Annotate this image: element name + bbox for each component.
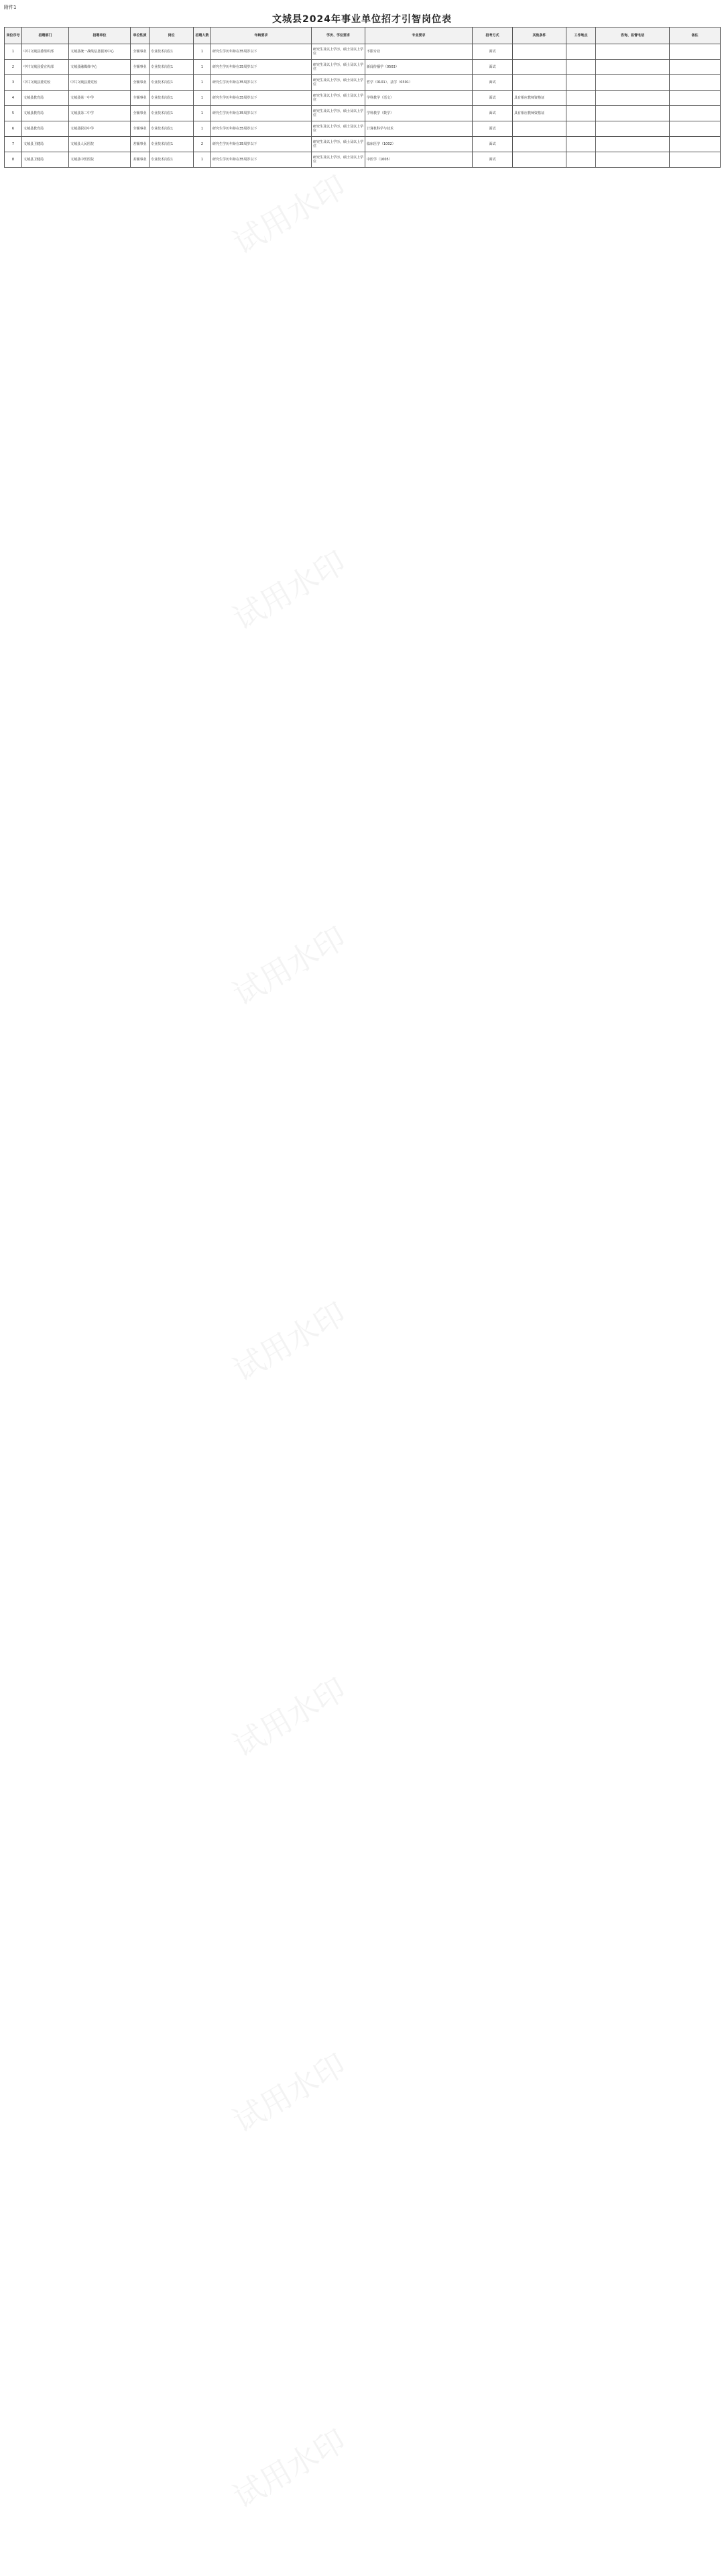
column-header: 工作地点 xyxy=(566,28,596,44)
table-cell xyxy=(596,137,670,152)
column-header: 年龄要求 xyxy=(211,28,312,44)
table-cell xyxy=(513,121,566,137)
column-header: 招聘人数 xyxy=(194,28,211,44)
table-cell: 面试 xyxy=(473,60,513,75)
table-row xyxy=(5,75,721,91)
table-cell: 全额事业 xyxy=(131,75,149,91)
table-cell: 2 xyxy=(194,137,211,152)
table-cell xyxy=(566,137,596,152)
column-header: 岗位序号 xyxy=(5,28,22,44)
table-cell: 文城县人民医院 xyxy=(69,137,131,152)
table-cell: 文城县教育局 xyxy=(22,91,69,106)
table-row xyxy=(5,137,721,152)
table-cell: 全额事业 xyxy=(131,60,149,75)
table-cell xyxy=(566,44,596,60)
column-header: 招聘单位 xyxy=(69,28,131,44)
table-cell xyxy=(670,106,721,121)
table-cell: 研究生学历年龄在35周岁以下 xyxy=(211,91,312,106)
table-cell: 1 xyxy=(194,44,211,60)
column-header: 单位性质 xyxy=(131,28,149,44)
watermark-text: 试用水印 xyxy=(227,168,352,262)
table-cell: 中共文城县委组织部 xyxy=(22,44,69,60)
table-cell xyxy=(670,75,721,91)
table-cell: 1 xyxy=(194,60,211,75)
table-row xyxy=(5,60,721,75)
table-cell: 研究生学历年龄在35周岁以下 xyxy=(211,106,312,121)
table-cell: 专业技术岗位1 xyxy=(149,121,194,137)
table-cell: 全额事业 xyxy=(131,44,149,60)
table-cell: 差额事业 xyxy=(131,152,149,168)
column-header: 学历、学位要求 xyxy=(312,28,365,44)
table-row xyxy=(5,91,721,106)
table-cell xyxy=(513,137,566,152)
table-cell xyxy=(566,75,596,91)
table-cell: 文城县卫健局 xyxy=(22,137,69,152)
table-cell: 1 xyxy=(194,121,211,137)
table-cell: 面试 xyxy=(473,137,513,152)
page-title: 文城县2024年事业单位招才引智岗位表 xyxy=(272,14,452,25)
table-cell: 专业技术岗位1 xyxy=(149,75,194,91)
table-cell xyxy=(566,121,596,137)
watermark-text: 试用水印 xyxy=(227,919,352,1013)
table-cell: 面试 xyxy=(473,121,513,137)
table-cell: 文城县教育局 xyxy=(22,106,69,121)
table-cell xyxy=(566,106,596,121)
table-cell: 研究生及以上学历，硕士及以上学位 xyxy=(312,44,365,60)
table-cell xyxy=(670,44,721,60)
table-cell xyxy=(566,91,596,106)
table-cell xyxy=(513,152,566,168)
table-cell: 文城县中医医院 xyxy=(69,152,131,168)
table-cell: 专业技术岗位1 xyxy=(149,106,194,121)
column-header: 其他条件 xyxy=(513,28,566,44)
table-cell xyxy=(596,152,670,168)
table-cell: 哲学（0101）、法学（0301） xyxy=(365,75,473,91)
table-cell: 1 xyxy=(5,44,22,60)
watermark-text: 试用水印 xyxy=(227,2046,352,2140)
table-cell: 5 xyxy=(5,106,22,121)
watermark-text: 试用水印 xyxy=(227,543,352,637)
table-cell: 专业技术岗位1 xyxy=(149,152,194,168)
table-cell: 文城县卫健局 xyxy=(22,152,69,168)
table-cell: 学科教学（语文） xyxy=(365,91,473,106)
table-cell: 新闻传播学（0503） xyxy=(365,60,473,75)
table-cell: 具有相应教师资格证 xyxy=(513,91,566,106)
table-row xyxy=(5,152,721,168)
column-header: 备注 xyxy=(670,28,721,44)
column-header: 招考方式 xyxy=(473,28,513,44)
table-cell: 研究生学历年龄在35周岁以下 xyxy=(211,60,312,75)
table-cell: 研究生学历年龄在35周岁以下 xyxy=(211,137,312,152)
table-cell: 全额事业 xyxy=(131,91,149,106)
table-cell: 文城县第二中学 xyxy=(69,106,131,121)
table-row xyxy=(5,44,721,60)
table-cell: 文城县第一中学 xyxy=(69,91,131,106)
table-cell xyxy=(670,60,721,75)
table-cell: 研究生学历年龄在35周岁以下 xyxy=(211,44,312,60)
table-cell xyxy=(596,106,670,121)
table-cell: 专业技术岗位1 xyxy=(149,60,194,75)
table-cell: 面试 xyxy=(473,75,513,91)
watermark-text: 试用水印 xyxy=(227,1670,352,1764)
table-cell xyxy=(566,60,596,75)
table-cell: 中医学（1005） xyxy=(365,152,473,168)
table-cell: 研究生及以上学历，硕士及以上学位 xyxy=(312,91,365,106)
table-cell: 6 xyxy=(5,121,22,137)
table-cell: 7 xyxy=(5,137,22,152)
table-cell xyxy=(596,44,670,60)
table-cell xyxy=(513,75,566,91)
table-header-row xyxy=(5,28,721,44)
table-cell: 全额事业 xyxy=(131,121,149,137)
table-cell xyxy=(670,152,721,168)
table-cell: 中共文城县委宣传部 xyxy=(22,60,69,75)
table-cell: 中共文城县委党校 xyxy=(22,75,69,91)
column-header: 岗位 xyxy=(149,28,194,44)
column-header: 招聘部门 xyxy=(22,28,69,44)
table-cell: 学科教学（数学） xyxy=(365,106,473,121)
table-cell: 研究生学历年龄在35周岁以下 xyxy=(211,152,312,168)
positions-table xyxy=(4,27,721,168)
table-cell: 文城县职业中学 xyxy=(69,121,131,137)
table-cell xyxy=(596,91,670,106)
table-cell: 中共文城县委党校 xyxy=(69,75,131,91)
table-cell: 1 xyxy=(194,91,211,106)
table-cell: 面试 xyxy=(473,91,513,106)
table-cell xyxy=(596,75,670,91)
table-cell: 研究生及以上学历，硕士及以上学位 xyxy=(312,75,365,91)
table-cell xyxy=(670,121,721,137)
table-cell: 计算机科学与技术 xyxy=(365,121,473,137)
watermark-text: 试用水印 xyxy=(227,1295,352,1389)
table-cell: 专业技术岗位1 xyxy=(149,137,194,152)
watermark-text: 试用水印 xyxy=(227,2422,352,2516)
table-cell: 2 xyxy=(5,60,22,75)
table-cell: 研究生学历年龄在35周岁以下 xyxy=(211,121,312,137)
table-cell: 研究生学历年龄在35周岁以下 xyxy=(211,75,312,91)
table-cell xyxy=(596,121,670,137)
table-cell xyxy=(670,137,721,152)
table-cell: 文城县教育局 xyxy=(22,121,69,137)
table-cell: 1 xyxy=(194,152,211,168)
table-cell xyxy=(596,60,670,75)
table-cell: 面试 xyxy=(473,152,513,168)
table-cell: 研究生及以上学历，硕士及以上学位 xyxy=(312,106,365,121)
table-cell: 文城县统一战线信息服务中心 xyxy=(69,44,131,60)
table-cell: 文城县融媒体中心 xyxy=(69,60,131,75)
column-header: 咨询、监督电话 xyxy=(596,28,670,44)
table-cell: 研究生及以上学历，硕士及以上学位 xyxy=(312,60,365,75)
table-row xyxy=(5,106,721,121)
table-cell xyxy=(513,60,566,75)
table-cell: 临床医学（1002） xyxy=(365,137,473,152)
table-cell: 1 xyxy=(194,75,211,91)
attachment-label: 附件1 xyxy=(4,5,17,10)
table-cell xyxy=(566,152,596,168)
table-cell: 研究生及以上学历，硕士及以上学位 xyxy=(312,121,365,137)
table-cell: 面试 xyxy=(473,44,513,60)
table-cell: 全额事业 xyxy=(131,106,149,121)
table-cell: 3 xyxy=(5,75,22,91)
table-cell: 具有相应教师资格证 xyxy=(513,106,566,121)
table-cell: 专业技术岗位1 xyxy=(149,91,194,106)
table-cell xyxy=(670,91,721,106)
table-cell: 1 xyxy=(194,106,211,121)
table-cell: 不限专业 xyxy=(365,44,473,60)
table-cell: 面试 xyxy=(473,106,513,121)
column-header: 专业要求 xyxy=(365,28,473,44)
table-cell: 8 xyxy=(5,152,22,168)
table-row xyxy=(5,121,721,137)
table-cell: 专业技术岗位1 xyxy=(149,44,194,60)
table-cell: 4 xyxy=(5,91,22,106)
table-cell: 研究生及以上学历，硕士及以上学位 xyxy=(312,137,365,152)
table-cell xyxy=(513,44,566,60)
table-cell: 研究生及以上学历，硕士及以上学位 xyxy=(312,152,365,168)
table-cell: 差额事业 xyxy=(131,137,149,152)
